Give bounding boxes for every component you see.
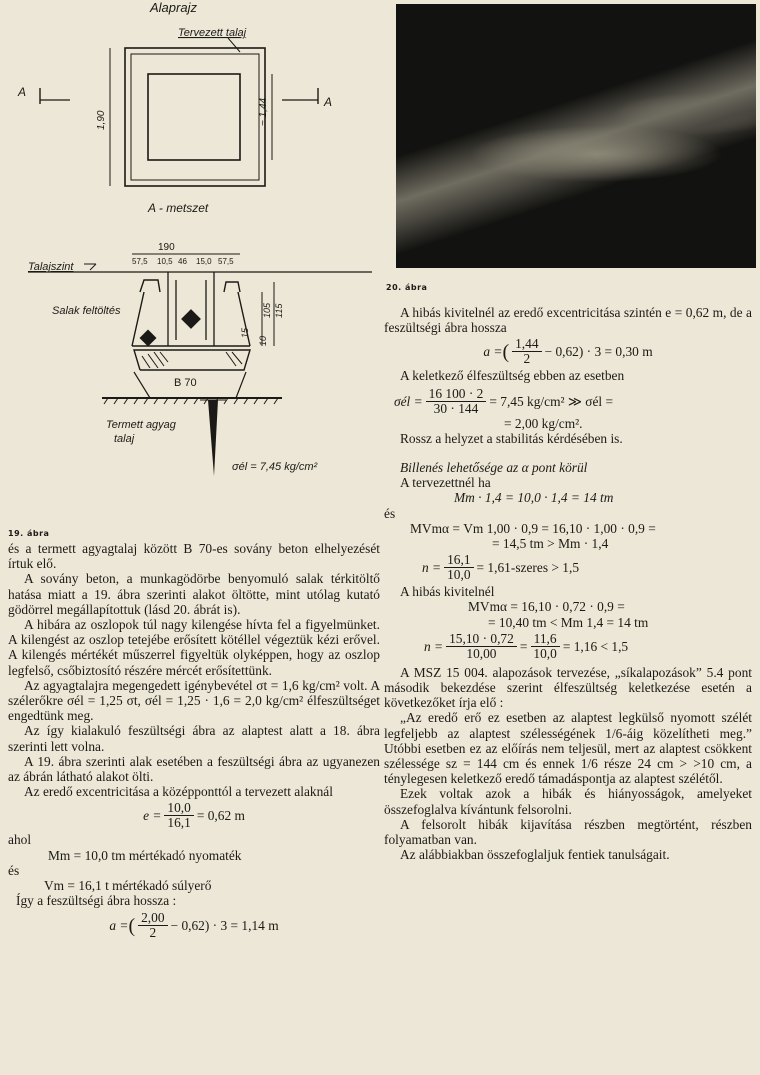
- paragraph: A keletkező élfeszültség ebben az esetben: [400, 368, 625, 384]
- plan-dim-190: 1,90: [96, 110, 107, 130]
- paragraph: A hibás kivitelnél: [400, 584, 495, 600]
- paragraph: és: [8, 862, 20, 878]
- eq-line: Mm · 1,4 = 10,0 · 1,4 = 14 tm: [454, 490, 614, 506]
- eq-num: 16 100 · 2: [426, 387, 487, 402]
- right-column: [384, 305, 752, 862]
- paragraph: A hibára az oszlopok túl nagy kilengése hívta fel a figyelmünket. A kilengést az oszlop tetejébe erősített kötéllel végeztük kézi erővel. A kilengés mértékét műszerrel figyeltük olyképpen, hogy az oszlop legfelső, csőbiztosító részére mércét erősítettünk.: [8, 617, 380, 678]
- figure-20-caption: 20. ábra: [386, 283, 428, 292]
- stress-diagram: [208, 400, 218, 476]
- paragraph: A sovány beton, a munkagödörbe benyomuló salak térkitöltő hatása miatt a 19. ábra szerinti alakot öltötte, mint utólag kutató gödörrel megállapítottuk (lásd 20. ábrát is).: [8, 571, 380, 617]
- eq-line: = 2,00 kg/cm².: [504, 415, 583, 431]
- section-marker-right: A: [324, 95, 333, 109]
- dim-part: 57,5: [132, 257, 148, 266]
- equation-a: a = ( $\frac{1,44}{2}$ − 0,62) · 3 = 0,30 m: [483, 336, 653, 367]
- subheading: Billenés lehetősége az α pont körül: [400, 460, 588, 476]
- paragraph: és: [384, 505, 396, 521]
- eq-den: 10,00: [466, 645, 497, 661]
- mm-line: Mm = 10,0 tm mértékadó nyomaték: [48, 847, 242, 863]
- eq-num: 11,6: [531, 632, 560, 647]
- paragraph: Az így kialakuló feszültségi ábra az alaptest alatt a 18. ábra szerinti lett volna.: [8, 723, 380, 754]
- eq-den: 2: [149, 925, 157, 941]
- ground-level-label: Talajszint: [28, 261, 74, 273]
- eq-rhs: − 0,62) · 3 = 1,14 m: [170, 918, 279, 934]
- plan-dim-144: ~ 1,44: [258, 97, 269, 126]
- vm-line: Vm = 16,1 t mértékadó súlyerő: [44, 878, 212, 894]
- equation-a: a = ( $\frac{2,00}{2}$ − 0,62) · 3 = 1,14 m: [109, 910, 279, 941]
- left-column: [8, 541, 380, 940]
- section-marker-left: A: [18, 85, 27, 99]
- dim-parts: [132, 257, 234, 266]
- paragraph: A MSZ 15 004. alapozások tervezése, „síkalapozások” 5.4 pont második bekezdése szerint élfeszültség keletkezése esetén a következőket írja elő :: [384, 664, 752, 711]
- paragraph: Így a feszültségi ábra hossza :: [16, 893, 177, 909]
- concrete-label: B 70: [174, 377, 197, 389]
- dim-15: 15: [240, 327, 250, 338]
- stress-label: σél = 7,45 kg/cm²: [232, 461, 318, 473]
- eq-num: 15,10 · 0,72: [446, 632, 517, 647]
- paragraph: ahol: [8, 832, 32, 848]
- eq-rhs: − 0,62) · 3 = 0,30 m: [544, 344, 653, 360]
- rebar-diamond-left: [140, 330, 157, 347]
- equation-e: [8, 801, 380, 830]
- hatch-right: [226, 352, 242, 366]
- eq-lhs: a =: [483, 344, 503, 360]
- equation-n1: [422, 553, 752, 582]
- designed-base-label: Tervezett talaj: [178, 27, 247, 39]
- eq-line: = 14,5 tm > Mm · 1,4: [492, 536, 609, 552]
- eq-num: 1,44: [512, 337, 541, 352]
- rebar-diamond-right: [181, 309, 201, 329]
- figure-20-photo: [396, 4, 756, 268]
- hatch-left: [142, 352, 168, 368]
- plan-title: Alaprajz: [150, 0, 197, 15]
- eq-line: MVmα = 16,10 · 0,72 · 0,9 =: [468, 599, 625, 615]
- natural-clay-label-2: talaj: [114, 433, 135, 445]
- eq-rhs: = 7,45 kg/cm² ≫ σél =: [489, 393, 614, 409]
- eq-lhs: n =: [424, 638, 444, 654]
- eq-rhs: = 1,61-szeres > 1,5: [476, 560, 580, 576]
- dim-right: 10: [258, 335, 268, 346]
- paragraph: Rossz a helyzet a stabilitás kérdésében is.: [400, 430, 623, 446]
- paragraph: A tervezettnél ha: [400, 475, 491, 491]
- paragraph: A felsorolt hibák kijavítása részben megtörtént, részben folyamatban van.: [384, 816, 752, 848]
- eq-den: 10,0: [447, 567, 471, 583]
- eq-rhs: = 0,62 m: [196, 808, 245, 824]
- eq-den: 10,0: [533, 645, 557, 661]
- equation-sigma: [394, 387, 752, 416]
- paragraph: „Az eredő erő ez esetben az alaptest legkülső nyomott szélét legfeljebb az alaptest szélességének 1/6-áig közelítheti meg.” Utóbbi esetben ez az előírás nem teljesül, mert az alaptest csökkent szélessége sz = 144 cm és ennek 1/6 része 24 cm > >10 cm, a ténylegesen keletkező eredő támadáspontja az alaptest szélétől.: [384, 710, 752, 787]
- slag-fill-label: Salak feltöltés: [52, 305, 121, 317]
- eq-mid: =: [519, 638, 528, 654]
- dim-part: 57,5: [218, 257, 234, 266]
- equation-n2: [424, 632, 752, 661]
- dim-part: 15,0: [196, 257, 212, 266]
- eq-num: 16,1: [444, 553, 473, 568]
- paragraph: A 19. ábra szerinti alak esetében a feszültségi ábra az ugyanezen az ábrán látható alakot ölti.: [8, 753, 380, 785]
- natural-clay-label-1: Termett agyag: [106, 419, 176, 431]
- eq-den: 30 · 144: [433, 400, 479, 416]
- eq-den: 2: [523, 351, 531, 367]
- paragraph: Az eredő excentricitása a középponttól a tervezett alaknál: [24, 784, 333, 800]
- eq-line: = 10,40 tm < Mm 1,4 = 14 tm: [488, 614, 649, 630]
- paragraph: Ezek voltak azok a hibák és hiányosságok, amelyeket összefoglalva kívántunk felsorolni.: [384, 786, 752, 817]
- eq-rhs: = 1,16 < 1,5: [562, 638, 629, 654]
- plan-column-square: [148, 74, 240, 160]
- paragraph: és a termett agyagtalaj között B 70-es sovány beton elhelyezését írtuk elő.: [8, 541, 380, 572]
- dim-right: 115: [274, 303, 284, 318]
- eq-num: 10,0: [164, 801, 193, 816]
- eq-num: 2,00: [138, 911, 167, 926]
- dim-right: 105: [262, 302, 272, 318]
- dim-part: 10,5: [157, 257, 173, 266]
- eq-den: 16,1: [167, 815, 191, 831]
- column-outline: [168, 272, 214, 346]
- dim-part: 46: [178, 257, 187, 266]
- eq-line: MVmα = Vm 1,00 · 0,9 = 16,10 · 1,00 · 0,9 =: [410, 520, 656, 536]
- paragraph: Az agyagtalajra megengedett igénybevétel σt = 1,6 kg/cm² volt. A szélerőkre σél = 1,25 σt, σél = 1,25 · 1,6 = 2,0 kg/cm² élfeszültséget engedtünk meg.: [8, 677, 380, 724]
- paragraph: A hibás kivitelnél az eredő excentricitása szintén e = 0,62 m, de a feszültségi ábra hossza: [384, 305, 752, 336]
- plan-outer-square: [125, 48, 265, 186]
- eq-lhs: n =: [422, 560, 442, 576]
- eq-lhs: e =: [143, 808, 162, 824]
- figure-19-caption: 19. ábra: [8, 529, 50, 538]
- figure-19-drawing: [0, 0, 380, 500]
- eq-lhs: σél =: [394, 393, 423, 409]
- section-title: A - metszet: [148, 201, 209, 215]
- paragraph: Az alábbiakban összefoglaljuk fentiek tanulságait.: [400, 847, 670, 863]
- eq-lhs: a =: [109, 918, 129, 934]
- dim-top: 190: [158, 242, 175, 253]
